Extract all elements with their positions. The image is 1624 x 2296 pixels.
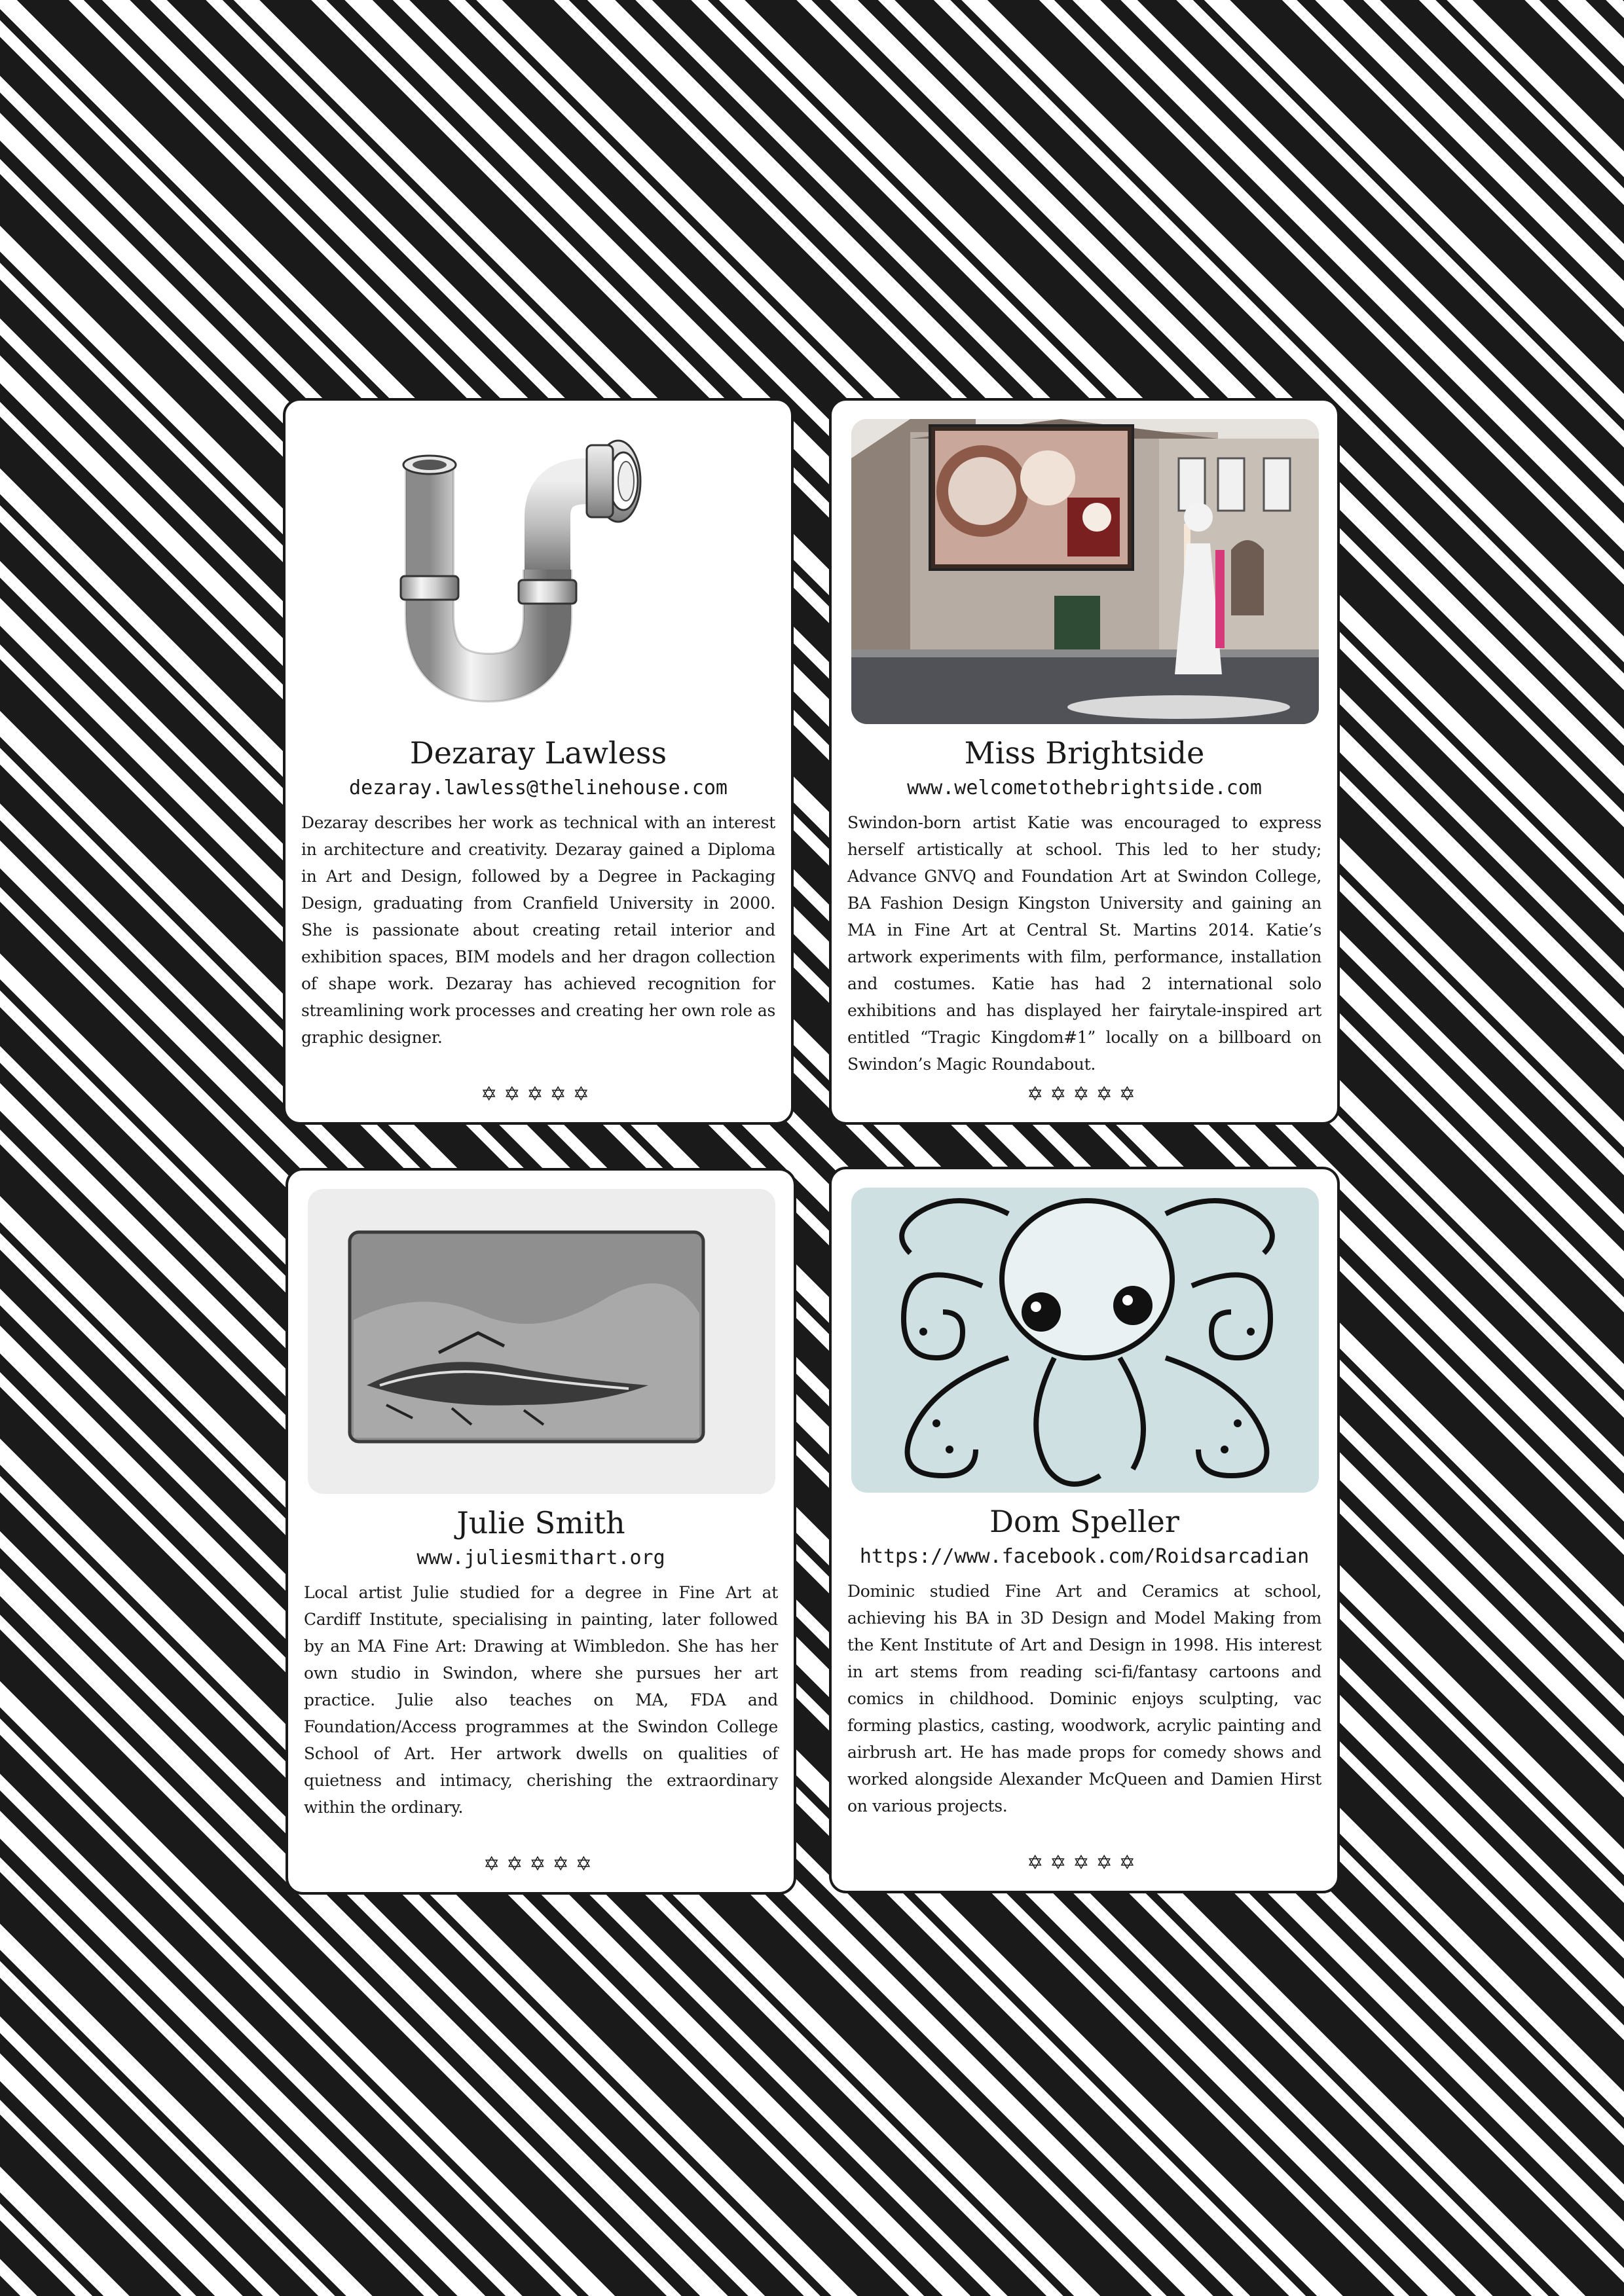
artist-contact[interactable]: www.welcometothebrightside.com — [907, 776, 1262, 799]
etching-print-image — [308, 1189, 775, 1494]
artist-name: Julie Smith — [456, 1505, 625, 1540]
artist-contact[interactable]: www.juliesmithart.org — [416, 1546, 665, 1569]
artist-card-julie-smith — [286, 1168, 796, 1895]
artist-card-dom-speller — [829, 1167, 1340, 1893]
pipe-trap-image — [305, 419, 773, 724]
artist-bio: Local artist Julie studied for a degree in Fine Art at Cardiff Institute, specialising in painting, later followed by an MA Fine Art: Drawing at Wimbledon. She has her own studio in Swindon, where she pursues her art practice. Julie also teaches on MA, FDA and Foundation/Access programmes at the Swindon College School of Art. Her artwork dwells on qualities of quietness and intimacy, cherishing the extraordinary within the ordinary. — [304, 1583, 778, 1817]
star-rating-icon: ✡✡✡✡✡ — [481, 1083, 596, 1106]
star-rating-icon: ✡✡✡✡✡ — [1027, 1851, 1142, 1874]
artist-name: Dom Speller — [989, 1504, 1179, 1539]
octopus-drawing-image — [851, 1188, 1319, 1493]
artist-contact[interactable]: https://www.facebook.com/Roidsarcadian — [859, 1545, 1310, 1568]
artist-bio: Dezaray describes her work as technical with an interest in architecture and creativity. Dezaray gained a Diploma in Art and Design, followed by a Degree in Packaging Design, graduating from Cranfield University in 2000. She is passionate about creating retail interior and exhibition spaces, BIM models and her dragon collection of shape work. Dezaray has achieved recognition for streamlining work processes and creating her own role as graphic designer. — [301, 813, 775, 1047]
artist-card-dezaray — [283, 398, 794, 1125]
star-rating-icon: ✡✡✡✡✡ — [483, 1853, 599, 1876]
star-rating-icon: ✡✡✡✡✡ — [1027, 1083, 1142, 1106]
artist-contact[interactable]: dezaray.lawless@thelinehouse.com — [349, 776, 728, 799]
artist-card-miss-brightside — [829, 398, 1340, 1125]
artist-name: Miss Brightside — [964, 735, 1205, 771]
artist-bio: Swindon-born artist Katie was encouraged to express herself artistically at school. This led to her study; Advance GNVQ and Foundation Art at Swindon College, BA Fashion Design Kingston University and gaining an MA in Fine Art at Central St. Martins 2014. Katie’s artwork experiments with film, performance, installation and costumes. Katie has had 2 international solo exhibitions and has displayed her fairytale-inspired art entitled “Tragic Kingdom#1” locally on a billboard on Swindon’s Magic Roundabout. — [847, 813, 1321, 1074]
billboard-street-photo — [851, 419, 1319, 724]
artist-name: Dezaray Lawless — [409, 735, 667, 771]
artist-bio: Dominic studied Fine Art and Ceramics at school, achieving his BA in 3D Design and Model Making from the Kent Institute of Art and Design in 1998. His interest in art stems from reading sci-fi/fantasy cartoons and comics in childhood. Dominic enjoys sculpting, vac forming plastics, casting, woodwork, acrylic painting and airbrush art. He has made props for comedy shows and worked alongside Alexander McQueen and Damien Hirst on various projects. — [847, 1582, 1321, 1815]
